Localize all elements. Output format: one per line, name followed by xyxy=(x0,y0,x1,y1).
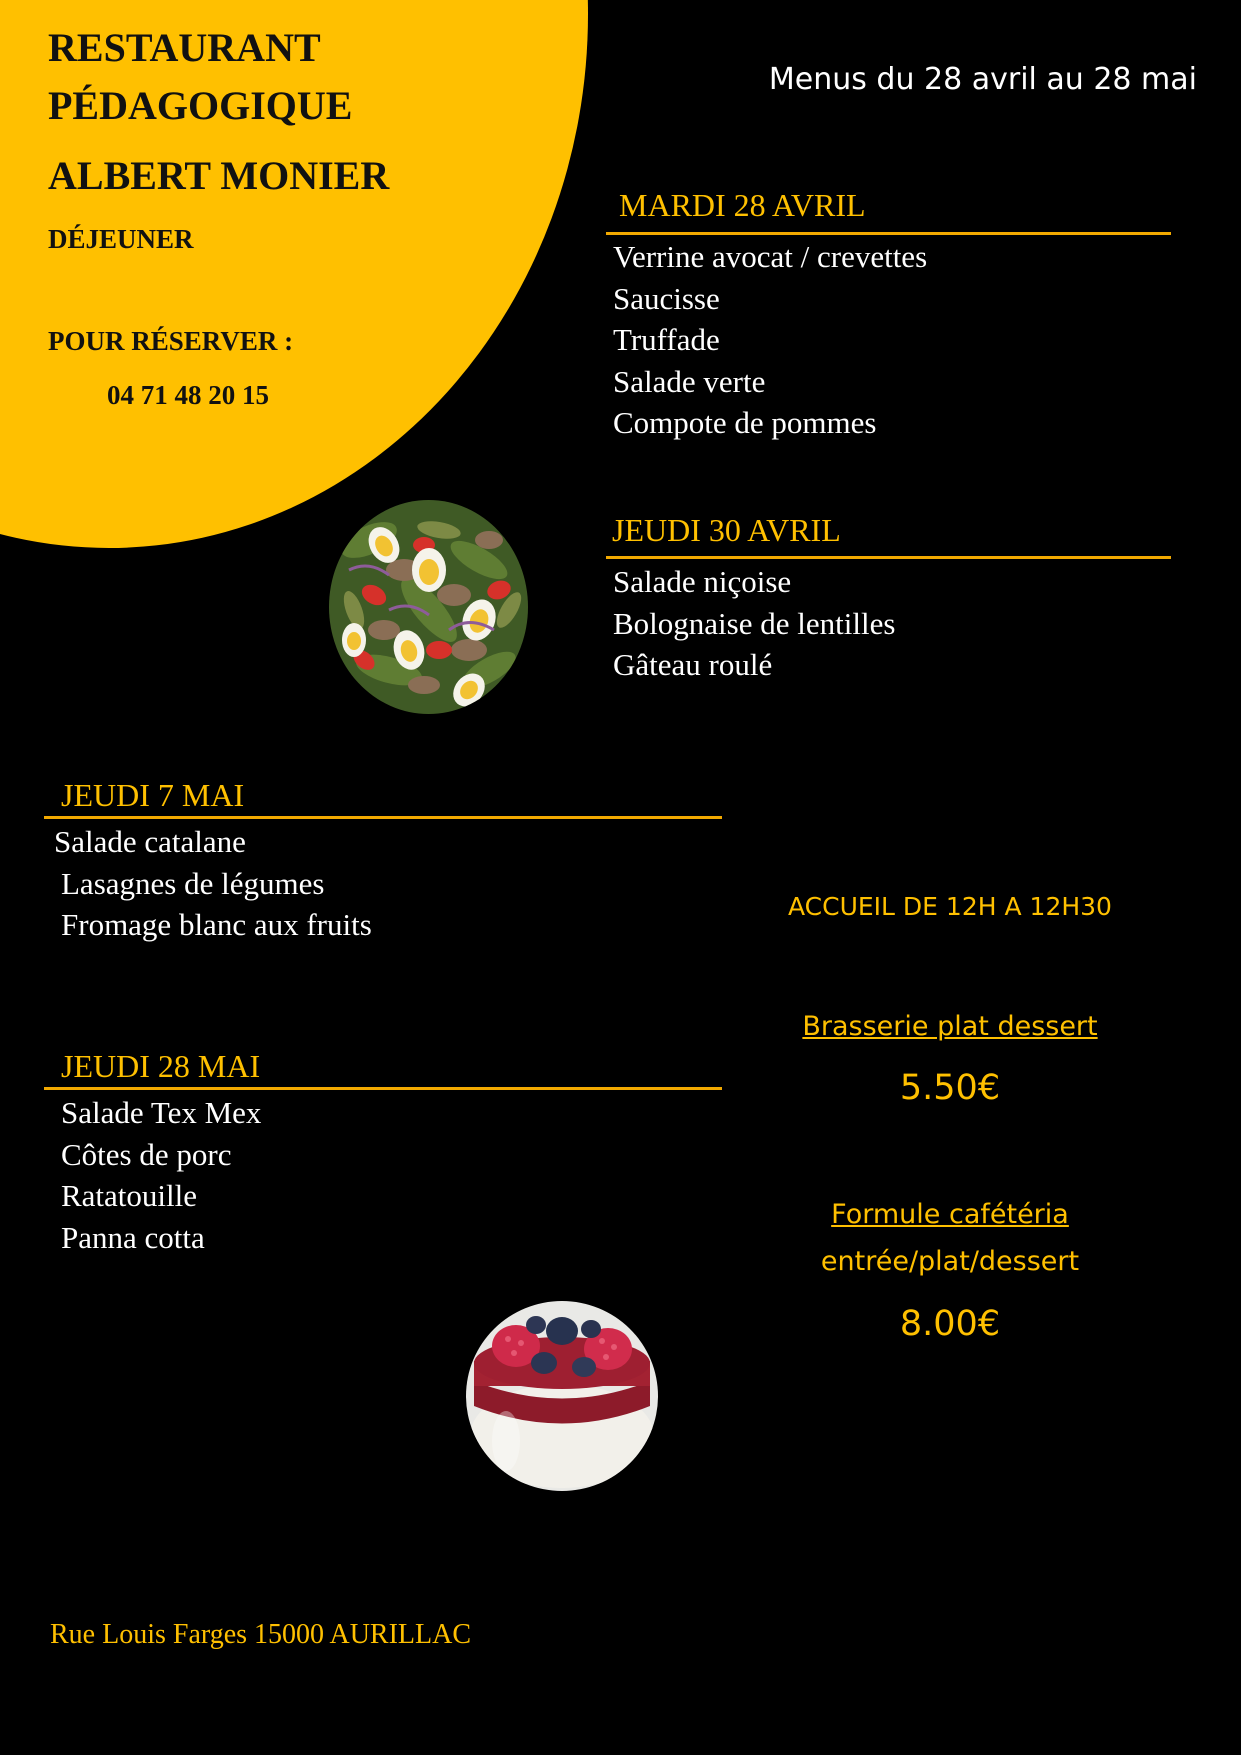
dish-item: Salade verte xyxy=(613,363,766,399)
formule-label: Formule cafétéria xyxy=(831,1199,1069,1230)
day-dishes-jeudi-30-avril xyxy=(613,561,895,686)
reserve-phone: 04 71 48 20 15 xyxy=(107,380,269,410)
dish-item: Salade niçoise xyxy=(613,564,792,599)
dish-item: Gâteau roulé xyxy=(613,647,773,682)
meal-label: DÉJEUNER xyxy=(48,224,194,254)
menus-period-title: Menus du 28 avril au 28 mai xyxy=(768,62,1197,97)
restaurant-name-line2: PÉDAGOGIQUE xyxy=(48,83,353,128)
panna-cotta-photo xyxy=(466,1301,658,1491)
dish-item: Panna cotta xyxy=(61,1219,205,1255)
dish-item: Saucisse xyxy=(613,280,720,316)
brasserie-price: 5.50€ xyxy=(899,1068,1001,1108)
formule-price: 8.00€ xyxy=(899,1304,1001,1344)
dish-item: Côtes de porc xyxy=(61,1136,232,1172)
day-divider xyxy=(44,816,722,819)
formule-detail: entrée/plat/dessert xyxy=(820,1246,1080,1277)
dish-item: Salade catalane xyxy=(54,824,246,859)
day-divider xyxy=(606,232,1171,235)
day-dishes-mardi-28-avril xyxy=(613,236,927,444)
day-heading-jeudi-30-avril: JEUDI 30 AVRIL xyxy=(612,512,841,548)
day-heading-jeudi-28-mai: JEUDI 28 MAI xyxy=(61,1048,261,1084)
dish-item: Lasagnes de légumes xyxy=(61,865,325,901)
salad-photo xyxy=(329,500,528,714)
day-dishes-jeudi-28-mai xyxy=(61,1092,261,1258)
dish-item: Compote de pommes xyxy=(613,405,877,440)
dish-item: Ratatouille xyxy=(61,1178,198,1213)
day-dishes-jeudi-7-mai xyxy=(54,821,372,946)
dish-item: Truffade xyxy=(613,322,720,357)
restaurant-name-line1: RESTAURANT xyxy=(48,25,321,70)
dish-item: Verrine avocat / crevettes xyxy=(613,239,928,274)
dish-item: Fromage blanc aux fruits xyxy=(61,907,372,942)
day-heading-mardi-28-avril: MARDI 28 AVRIL xyxy=(619,187,866,223)
opening-hours: ACCUEIL DE 12H A 12H30 xyxy=(788,892,1112,921)
restaurant-address: Rue Louis Farges 15000 AURILLAC xyxy=(50,1619,472,1650)
reserve-label: POUR RÉSERVER : xyxy=(48,326,294,356)
day-heading-jeudi-7-mai: JEUDI 7 MAI xyxy=(61,777,245,813)
day-divider xyxy=(44,1087,722,1090)
day-divider xyxy=(606,556,1171,559)
dish-item: Salade Tex Mex xyxy=(61,1095,262,1130)
dish-item: Bolognaise de lentilles xyxy=(613,605,896,641)
restaurant-name-line3: ALBERT MONIER xyxy=(48,153,390,198)
brasserie-label: Brasserie plat dessert xyxy=(802,1011,1098,1042)
